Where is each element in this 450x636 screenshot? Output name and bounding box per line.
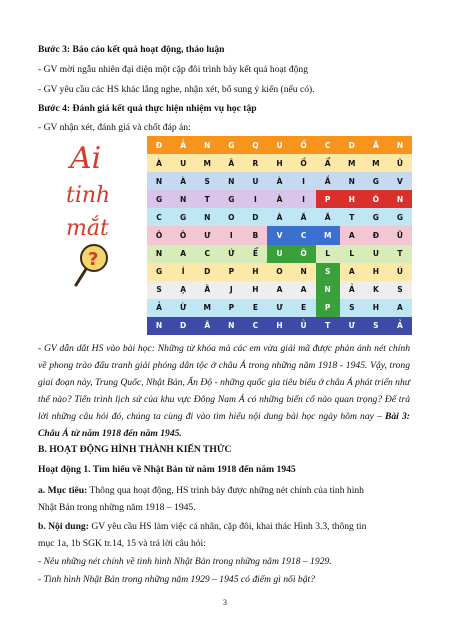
lesson-title: Bài 3: Châu Á từ năm 1918 đến năm 1945. (38, 411, 410, 439)
question-1: - Nêu những nét chính về tình hình Nhật Bản trong những năm 1918 – 1929. (38, 556, 332, 567)
grid-cell: I (219, 226, 243, 244)
grid-cell: Ẩ (316, 154, 340, 172)
grid-cell: Ă (316, 208, 340, 226)
grid-cell: Ũ (388, 154, 412, 172)
grid-cell: T (340, 208, 364, 226)
activity-heading: Hoạt động 1. Tìm hiểu về Nhật Bản từ năm 1918 đến năm 1945 (38, 464, 296, 475)
grid-cell: O (219, 208, 243, 226)
grid-cell: G (147, 190, 171, 208)
grid-cell: G (364, 208, 388, 226)
grid-cell: À (267, 208, 291, 226)
grid-cell: Ũ (388, 226, 412, 244)
grid-cell: P (316, 190, 340, 208)
grid-cell: G (147, 263, 171, 281)
magnifier-handle-icon (76, 269, 86, 285)
grid-cell: H (364, 299, 388, 317)
deco-word-tinh: tinh (66, 183, 111, 208)
text-line: - GV yêu cầu các HS khác lắng nghe, nhận xét, bổ sung ý kiến (nếu có). (38, 84, 315, 95)
grid-cell: A (388, 299, 412, 317)
grid-cell: Ă (292, 208, 316, 226)
grid-cell: G (219, 136, 243, 154)
content-line: b. Nội dung: GV yêu cầu HS làm việc cá nhân, cặp đôi, khai thác Hình 3.3, thông tin (38, 521, 367, 532)
grid-cell: C (316, 136, 340, 154)
grid-cell: E (292, 299, 316, 317)
grid-cell: I (292, 190, 316, 208)
grid-cell: Ừ (171, 299, 195, 317)
grid-cell: D (171, 317, 195, 335)
grid-cell: N (195, 136, 219, 154)
grid-cell: M (195, 299, 219, 317)
text-line: mục 1a, 1b SGK tr.14, 15 và trả lời câu hỏi: (38, 538, 206, 549)
grid-cell: D (340, 136, 364, 154)
grid-cell: P (316, 299, 340, 317)
grid-cell: H (243, 281, 267, 299)
grid-cell: Q (243, 136, 267, 154)
grid-cell: H (243, 263, 267, 281)
grid-cell: A (340, 226, 364, 244)
grid-cell: Ó (364, 190, 388, 208)
grid-cell: À (267, 190, 291, 208)
grid-cell: B (243, 226, 267, 244)
grid-cell: D (243, 208, 267, 226)
text-line: Nhật Bản trong những năm 1918 – 1945. (38, 502, 196, 513)
grid-cell: L (316, 245, 340, 263)
grid-cell: Â (364, 136, 388, 154)
grid-cell: Â (195, 281, 219, 299)
grid-cell: S (340, 299, 364, 317)
deco-question-mark: ? (88, 249, 99, 270)
grid-cell: M (340, 154, 364, 172)
grid-cell: N (219, 317, 243, 335)
grid-cell: N (316, 281, 340, 299)
grid-cell: S (316, 263, 340, 281)
grid-cell: C (243, 317, 267, 335)
text-line: - GV mời ngẫu nhiên đại diện một cặp đôi trình bày kết quả hoạt động (38, 64, 309, 75)
grid-cell: H (267, 154, 291, 172)
grid-cell: U (364, 245, 388, 263)
grid-cell: Ô (292, 245, 316, 263)
grid-cell: P (219, 299, 243, 317)
grid-cell: S (364, 317, 388, 335)
grid-cell: E (243, 299, 267, 317)
grid-cell: N (147, 317, 171, 335)
grid-cell: U (243, 172, 267, 190)
grid-cell: N (147, 172, 171, 190)
goal-line: a. Mục tiêu: Thông qua hoạt động, HS trình bày được những nét chính của tình hình (38, 485, 364, 496)
grid-cell: Í (171, 263, 195, 281)
grid-cell: Ư (195, 226, 219, 244)
grid-cell: Ủ (292, 317, 316, 335)
grid-cell: C (147, 208, 171, 226)
grid-cell: S (195, 172, 219, 190)
section-heading: B. HOẠT ĐỘNG HÌNH THÀNH KIẾN THỨC (38, 444, 232, 455)
grid-cell: T (195, 190, 219, 208)
grid-cell: G (219, 190, 243, 208)
grid-cell: A (292, 281, 316, 299)
grid-cell: V (267, 226, 291, 244)
grid-cell: N (219, 172, 243, 190)
grid-cell: K (364, 281, 388, 299)
grid-cell: A (340, 263, 364, 281)
grid-cell: Ả (340, 281, 364, 299)
grid-cell: Ạ (171, 281, 195, 299)
grid-cell: N (147, 245, 171, 263)
grid-cell: N (340, 172, 364, 190)
grid-cell: S (388, 281, 412, 299)
grid-cell: D (195, 263, 219, 281)
grid-cell: Ố (292, 136, 316, 154)
grid-cell: Â (219, 154, 243, 172)
grid-cell: Ả (171, 136, 195, 154)
step4-heading: Bước 4: Đánh giá kết quả thực hiện nhiệm vụ học tập (38, 103, 257, 114)
ai-tinh-mat-illustration (62, 140, 142, 290)
grid-cell: T (388, 245, 412, 263)
grid-cell: Ô (147, 226, 171, 244)
grid-cell: Ư (267, 299, 291, 317)
page-number: 3 (223, 598, 227, 607)
grid-cell: À (171, 172, 195, 190)
grid-cell: I (243, 190, 267, 208)
grid-cell: N (292, 263, 316, 281)
grid-cell: P (219, 263, 243, 281)
grid-cell: A (171, 245, 195, 263)
grid-cell: N (388, 136, 412, 154)
grid-cell: V (388, 172, 412, 190)
grid-cell: L (340, 245, 364, 263)
grid-cell: H (340, 190, 364, 208)
grid-cell: H (364, 263, 388, 281)
grid-cell: Ú (388, 263, 412, 281)
grid-cell: Ả (388, 317, 412, 335)
grid-cell: N (171, 190, 195, 208)
grid-cell: C (195, 245, 219, 263)
deco-word-ai: Ai (70, 141, 102, 176)
grid-cell: U (171, 154, 195, 172)
grid-cell: C (292, 226, 316, 244)
grid-cell: I (292, 172, 316, 190)
grid-cell: U (267, 136, 291, 154)
grid-cell: G (364, 172, 388, 190)
grid-cell: Ứ (219, 245, 243, 263)
grid-cell: Ắ (316, 172, 340, 190)
grid-cell: Ư (340, 317, 364, 335)
word-search-grid (147, 136, 412, 335)
grid-cell: N (195, 208, 219, 226)
grid-cell: S (147, 281, 171, 299)
grid-cell: À (147, 154, 171, 172)
grid-cell: M (195, 154, 219, 172)
grid-cell: M (316, 226, 340, 244)
grid-cell: Ồ (292, 154, 316, 172)
grid-cell: Đ (364, 226, 388, 244)
grid-cell: Ả (147, 299, 171, 317)
step3-heading: Bước 3: Báo cáo kết quả hoạt động, thảo luận (38, 44, 225, 55)
grid-cell: N (388, 190, 412, 208)
grid-cell: G (388, 208, 412, 226)
question-2: - Tình hình Nhật Bản trong những năm 1929 – 1945 có điểm gì nối bật? (38, 574, 315, 585)
grid-cell: M (364, 154, 388, 172)
grid-cell: J (219, 281, 243, 299)
grid-cell: Â (195, 317, 219, 335)
intro-paragraph: - GV dẫn dắt HS vào bài học: Những từ khóa mà các em vừa giải mã được phản ánh nét chính về phong trào đấu tranh giải phóng dân tộc ở châu Á trong những năm 1918 - 1945. Vậy, trong giai đoạn này, Trung Quốc, Nhật Bản, Ấn Độ - những quốc gia tiêu biểu ở châu Á phát triển như thế nào? Tiến trình lịch sử của khu vực Đông Nam Á có những biến cố nào quan trọng? Để trả lời những câu hỏi đó, chúng ta cùng đi vào tìm hiểu nội dung bài học ngày hôm nay – Bài 3: Châu Á từ năm 1918 đến năm 1945. (38, 343, 410, 439)
grid-cell: H (267, 317, 291, 335)
grid-cell: A (267, 281, 291, 299)
grid-cell: Ô (171, 226, 195, 244)
text-line: - GV nhận xét, đánh giá và chốt đáp án: (38, 122, 191, 133)
grid-cell: À (267, 172, 291, 190)
grid-cell: R (243, 154, 267, 172)
grid-cell: U (267, 245, 291, 263)
grid-cell: O (267, 263, 291, 281)
grid-cell: T (316, 317, 340, 335)
grid-cell: Đ (147, 136, 171, 154)
grid-cell: G (171, 208, 195, 226)
deco-word-mat: mắt (66, 216, 109, 241)
grid-cell: Ể (243, 245, 267, 263)
